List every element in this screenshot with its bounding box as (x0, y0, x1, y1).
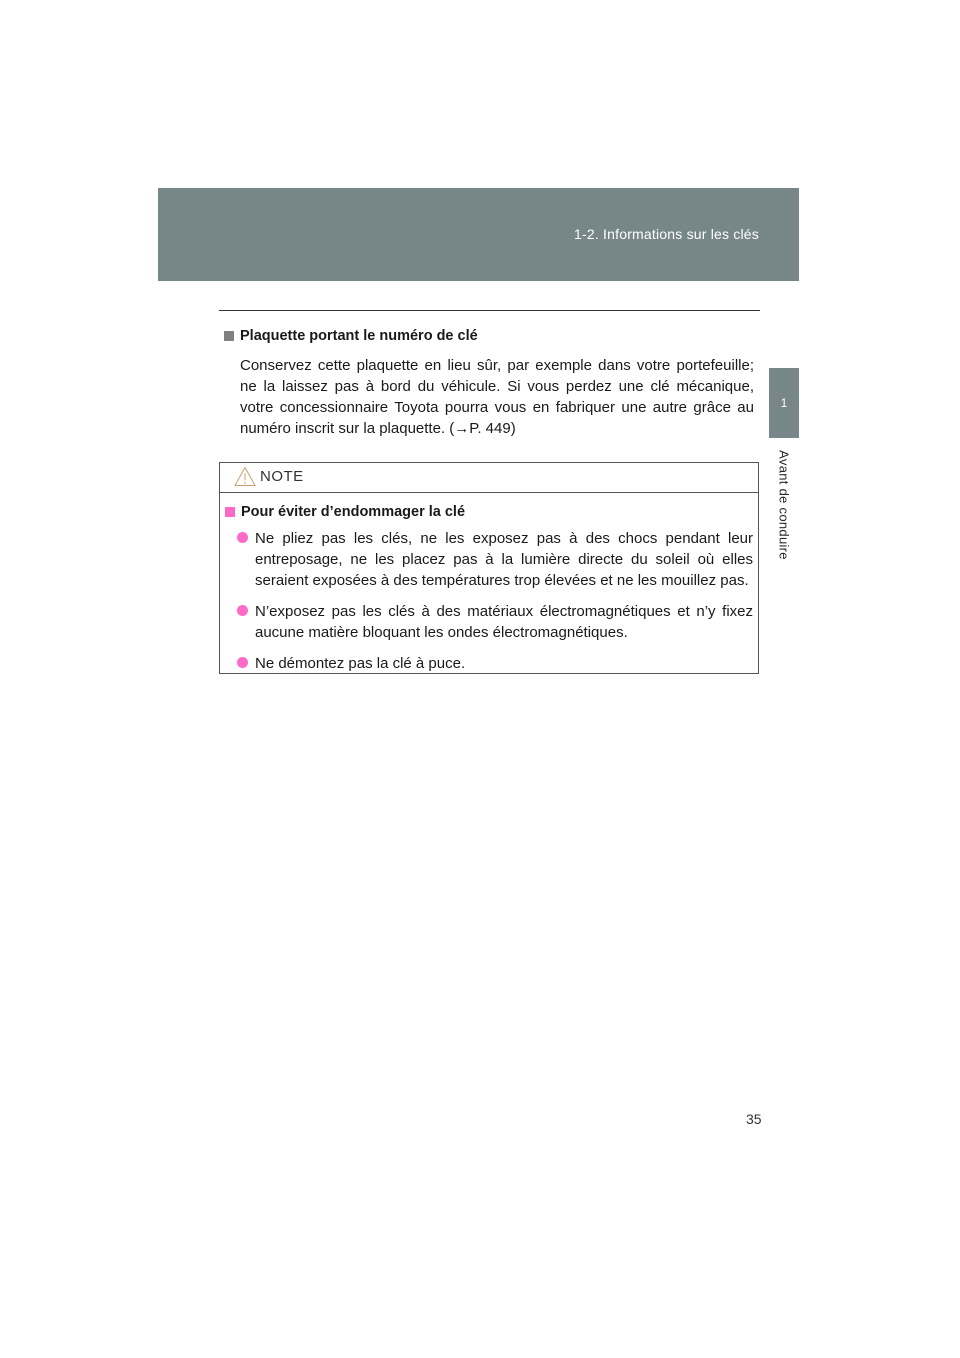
header-band (158, 188, 799, 281)
note-box (219, 462, 759, 674)
bullet-dot-icon (237, 605, 248, 616)
page-number: 35 (746, 1111, 762, 1127)
note-label: NOTE (260, 468, 304, 485)
section-heading-text: Plaquette portant le numéro de clé (240, 328, 478, 344)
note-heading-text: Pour éviter d’endommager la clé (241, 504, 466, 520)
list-item-text: N’exposez pas les clés à des matériaux électromagnétiques et n’y fixez aucune matière bloquant les ondes électromagnétiques. (255, 603, 753, 641)
section-body: Conservez cette plaquette en lieu sûr, par exemple dans votre portefeuille; ne la laissez pas à bord du véhicule. Si vous perdez une clé mécanique, votre concessionnaire Toyota pourra vous en fabriquer une autre grâce au numéro inscrit sur la plaquette. (→P. 449) (240, 357, 754, 437)
key-plate-section (224, 328, 754, 439)
warning-triangle-icon (234, 466, 256, 487)
bullet-dot-icon (237, 532, 248, 543)
square-bullet-icon (225, 507, 235, 517)
note-header (220, 463, 758, 493)
section-title: 1-2. Informations sur les clés (574, 226, 759, 242)
divider (219, 310, 760, 311)
list-item (237, 528, 753, 591)
chapter-label: Avant de conduire (776, 450, 792, 560)
list-item-text: Ne démontez pas la clé à puce. (255, 655, 466, 672)
chapter-tab (769, 368, 799, 438)
square-bullet-icon (224, 331, 234, 341)
list-item-text: Ne pliez pas les clés, ne les exposez pas à des chocs pendant leur entreposage, ne les placez pas à la lumière directe du soleil où elles seraient exposées à des températures trop élevées et ne les mouillez pas. (255, 530, 753, 589)
list-item (237, 601, 753, 643)
chapter-number: 1 (780, 396, 788, 410)
bullet-dot-icon (237, 657, 248, 668)
section-heading (224, 328, 754, 344)
note-body (220, 493, 758, 674)
list-item (237, 653, 753, 674)
note-heading (225, 504, 753, 520)
